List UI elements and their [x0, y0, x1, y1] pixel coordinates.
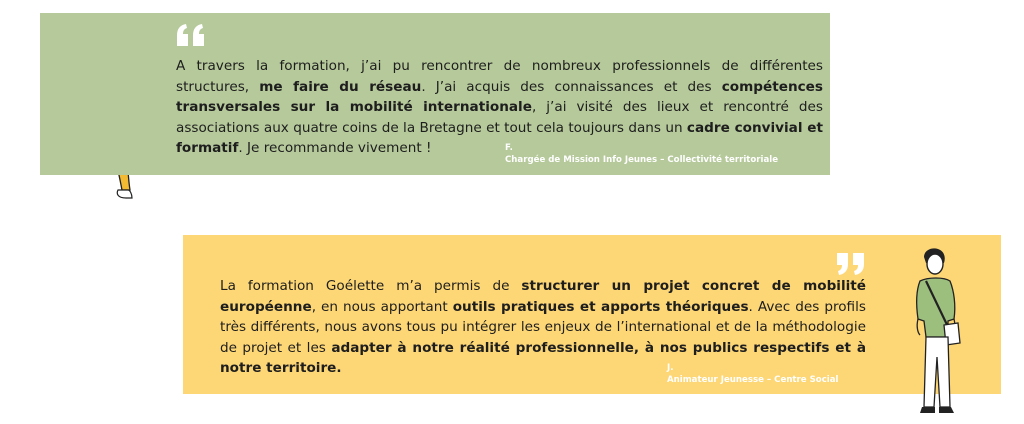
- testimonial-card-2: [183, 235, 1001, 394]
- emphasis-text: adapter à notre réalité professionnelle, à nos publics respectifs et à notre territoire.: [220, 339, 866, 377]
- author-role: Chargée de Mission Info Jeunes – Collectivité territoriale: [505, 155, 779, 165]
- body-text: , en nous apportant: [311, 298, 453, 315]
- testimonial-author: [505, 142, 778, 166]
- emphasis-text: me faire du réseau: [259, 78, 422, 95]
- body-text: . Avec des profils très différents, nous avons tous pu intégrer les enjeux de l’international et de la méthodologie de projet et les: [220, 298, 866, 356]
- body-text: La formation Goélette m’a permis de: [220, 278, 522, 294]
- emphasis-text: compétences transversales sur la mobilité internationale: [176, 78, 823, 116]
- body-text: . Je recommande vivement !: [238, 140, 432, 157]
- testimonial-author: [667, 362, 838, 386]
- author-initial: F.: [505, 143, 513, 153]
- emphasis-text: cadre convivial et formatif: [176, 119, 823, 157]
- emphasis-text: outils pratiques et apports théoriques: [452, 298, 749, 315]
- man-illustration: [906, 247, 966, 419]
- quote-close-icon: [833, 253, 867, 275]
- body-text: , j’ai visité des lieux et rencontré des associations aux quatre coins de la Bretagne et tout cela toujours dans un: [176, 99, 823, 136]
- author-initial: J.: [667, 363, 674, 373]
- author-role: Animateur Jeunesse – Centre Social: [667, 375, 839, 385]
- emphasis-text: structurer un projet concret de mobilité européenne: [220, 278, 867, 315]
- testimonial-card-1: [40, 13, 830, 175]
- body-text: . J’ai acquis des connaissances et des: [421, 78, 722, 95]
- quote-open-icon: [174, 24, 208, 46]
- body-text: A travers la formation, j’ai pu rencontrer de nombreux professionnels de différentes structures,: [176, 58, 823, 95]
